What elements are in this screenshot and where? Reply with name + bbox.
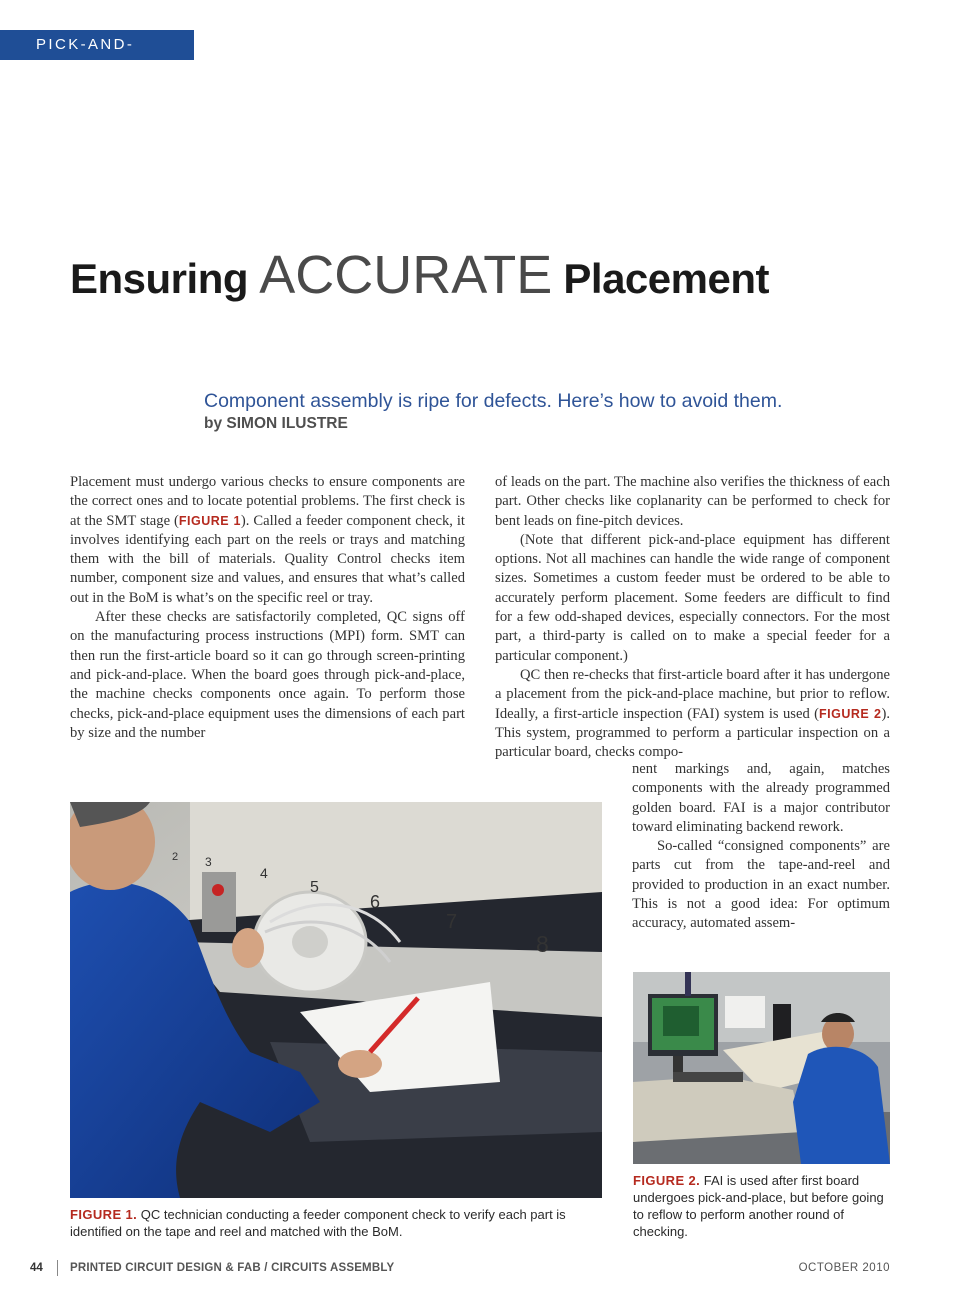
feeder-number: 3 [205, 855, 212, 869]
feeder-number: 5 [310, 879, 319, 896]
feeder-number: 6 [370, 892, 381, 912]
feeder-number: 4 [260, 865, 268, 881]
feeder-number: 7 [446, 911, 458, 933]
paragraph: After these checks are satisfactorily completed, QC signs off on the manufacturing process instructions (MPI) form. SMT can then run the first-article board so it can go through screen-printing and pick-and-place. When the board goes through pick-and-place, the machine checks components once again. To perform those checks, pick-and-place equipment uses the dimensions of each part by size and the number [70, 609, 465, 741]
figure-2-caption: FIGURE 2. FAI is used after first board undergoes pick-and-place, but before going to reflow to perform another round of checking. [633, 1173, 884, 1239]
issue-date: OCTOBER 2010 [798, 1262, 890, 1274]
paragraph: So-called “consigned components” are parts cut from the tape-and-reel and provided to production in an exact number. This is not a good idea: For optimum accuracy, automated assem- [632, 838, 890, 932]
headline-part1: Ensuring [70, 255, 260, 302]
article-headline [70, 244, 769, 306]
body-column-right [495, 473, 890, 762]
paragraph: QC then re-checks that first-article board after it has undergone a placement from the pick-and-place machine, but prior to reflow. Ideally, a first-article inspection (FAI) system is used (FIGURE 2). This system, programmed to perform a particular inspection on a particular board, checks compo- [495, 666, 890, 761]
figure-2-label: FIGURE 2. [633, 1173, 701, 1188]
article-deck: Component assembly is ripe for defects. Here’s how to avoid them. [204, 390, 783, 412]
figure-reference: FIGURE 2 [819, 706, 882, 721]
section-tab: PICK-AND-PLACE [0, 30, 194, 60]
headline-emphasis: ACCURATE [259, 245, 553, 305]
figure-2-illustration [633, 972, 890, 1164]
paragraph: nent markings and, again, matches components with the already programmed golden board. FAI is a major contributor toward eliminating backend rework. [632, 761, 890, 835]
paragraph: (Note that different pick-and-place equipment has different options. Not all machines can handle the wide range of component sizes. Sometimes a custom feeder must be ordered to be able to accurately perform placement. Some feeders are difficult to find for a few odd-shaped devices, especially connectors. For the most part, a third-party is called on to make a special feeder for a particular component.) [495, 531, 890, 664]
figure-1-photo [70, 802, 602, 1198]
figure-2-photo [633, 972, 890, 1164]
figure-1-label: FIGURE 1. [70, 1207, 138, 1222]
footer-divider [57, 1260, 58, 1276]
page-number: 44 [30, 1262, 43, 1274]
paragraph: of leads on the part. The machine also verifies the thickness of each part. Other checks like coplanarity can be performed to check for bent leads on fine-pitch devices. [495, 474, 890, 529]
article-byline: by SIMON ILUSTRE [204, 415, 348, 432]
figure-reference: FIGURE 1 [178, 513, 241, 528]
body-column-left [70, 473, 465, 743]
figure-1-illustration [70, 802, 602, 1198]
publication-name: PRINTED CIRCUIT DESIGN & FAB / CIRCUITS ASSEMBLY [70, 1262, 395, 1274]
headline-part2: Placement [552, 255, 769, 302]
body-column-narrow [632, 760, 890, 934]
feeder-number: 2 [172, 851, 179, 863]
feeder-number: 8 [536, 931, 549, 957]
figure-1-caption: FIGURE 1. QC technician conducting a feeder component check to verify each part is identified on the tape and reel and matched with the BoM. [70, 1207, 566, 1239]
paragraph: Placement must undergo various checks to ensure components are the correct ones and to locate potential problems. The first check is at the SMT stage (FIGURE 1). Called a feeder component check, it involves identifying each part on the reels or trays and matching them with the bill of materials. Quality Control checks item number, component size and values, and ensures that what’s called out in the BoM is what’s on the specific reel or tray. [70, 474, 465, 606]
